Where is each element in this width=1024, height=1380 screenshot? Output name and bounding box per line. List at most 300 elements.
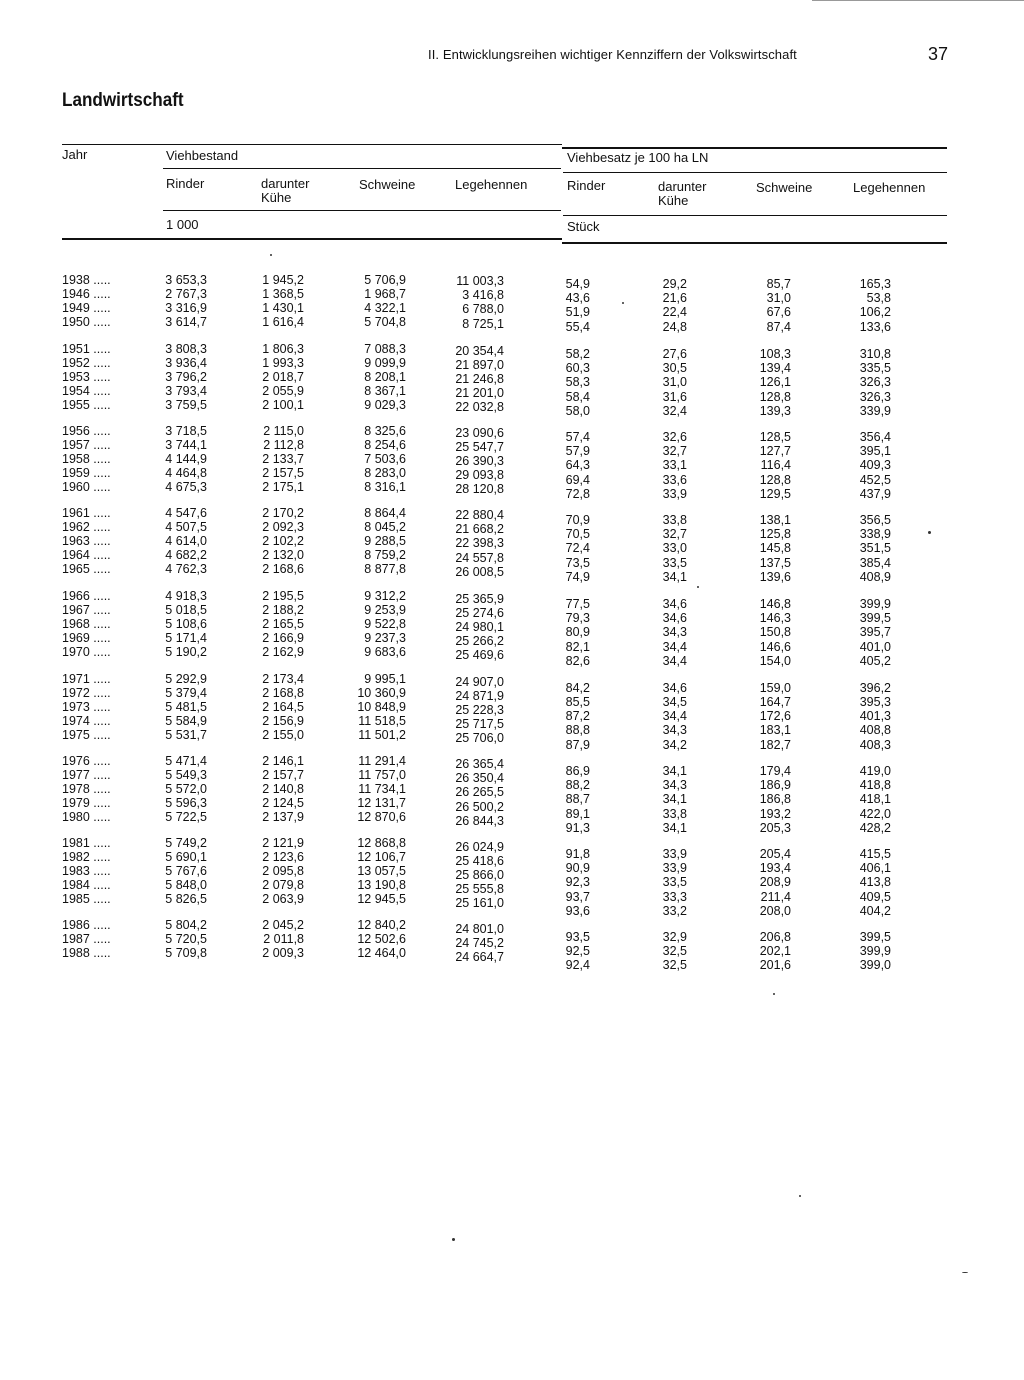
table-cell: 415,5 [859, 847, 891, 861]
table-cell: 125,8 [759, 527, 791, 541]
table-cell: 27,6 [662, 347, 687, 361]
table-cell: 2 045,2 [262, 918, 304, 932]
table-cell: 5 749,2 [165, 836, 207, 850]
table-cell: 58,4 [565, 390, 590, 404]
table-cell: 34,5 [662, 695, 687, 709]
table-cell: 5 706,9 [364, 273, 406, 287]
table-cell: 22 032,8 [455, 400, 504, 414]
table-cell: 22 398,3 [455, 536, 504, 550]
table-cell: 93,6 [565, 904, 590, 918]
table-cell: 186,9 [759, 778, 791, 792]
row-year: 1946 ..... [62, 287, 111, 301]
table-cell: 133,6 [859, 320, 891, 334]
table-cell: 5 108,6 [165, 617, 207, 631]
table-cell: 32,5 [662, 958, 687, 972]
row-year: 1981 ..... [62, 836, 111, 850]
table-cell: 193,2 [759, 807, 791, 821]
table-cell: 2 079,8 [262, 878, 304, 892]
running-head: II. Entwicklungsreihen wichtiger Kennziffern der Volkswirtschaft [428, 47, 797, 62]
table-cell: 2 156,9 [262, 714, 304, 728]
table-cell: 79,3 [565, 611, 590, 625]
table-cell: 24 664,7 [455, 950, 504, 964]
table-cell: 12 464,0 [357, 946, 406, 960]
table-cell: 154,0 [759, 654, 791, 668]
table-cell: 3 793,4 [165, 384, 207, 398]
table-cell: 5 584,9 [165, 714, 207, 728]
row-year: 1986 ..... [62, 918, 111, 932]
table-cell: 33,5 [662, 556, 687, 570]
table-cell: 339,9 [859, 404, 891, 418]
table-cell: 85,7 [766, 277, 791, 291]
table-cell: 9 995,1 [364, 672, 406, 686]
table-cell: 5 531,7 [165, 728, 207, 742]
table-cell: 5 722,5 [165, 810, 207, 824]
table-cell: 356,4 [859, 430, 891, 444]
table-cell: 24,8 [662, 320, 687, 334]
header-group-rule-right [563, 172, 947, 173]
table-cell: 2 137,9 [262, 810, 304, 824]
table-cell: 146,8 [759, 597, 791, 611]
table-cell: 29,2 [662, 277, 687, 291]
table-cell: 31,6 [662, 390, 687, 404]
table-cell: 165,3 [859, 277, 891, 291]
table-cell: 60,3 [565, 361, 590, 375]
table-cell: 73,5 [565, 556, 590, 570]
table-cell: 2 123,6 [262, 850, 304, 864]
row-year: 1966 ..... [62, 589, 111, 603]
row-year: 1938 ..... [62, 273, 111, 287]
table-cell: 418,1 [859, 792, 891, 806]
table-cell: 9 312,2 [364, 589, 406, 603]
table-cell: 8 283,0 [364, 466, 406, 480]
table-cell: 54,9 [565, 277, 590, 291]
header-unit-right: Stück [567, 219, 600, 234]
table-cell: 91,3 [565, 821, 590, 835]
table-cell: 139,3 [759, 404, 791, 418]
table-cell: 399,0 [859, 958, 891, 972]
table-cell: 4 682,2 [165, 548, 207, 562]
table-cell: 31,0 [766, 291, 791, 305]
table-cell: 139,6 [759, 570, 791, 584]
table-cell: 12 131,7 [357, 796, 406, 810]
table-cell: 11 518,5 [358, 714, 406, 728]
table-cell: 2 115,0 [263, 424, 304, 438]
table-cell: 2 140,8 [262, 782, 304, 796]
table-cell: 24 871,9 [455, 689, 504, 703]
table-cell: 128,5 [759, 430, 791, 444]
table-cell: 338,9 [859, 527, 891, 541]
table-cell: 4 675,3 [165, 480, 207, 494]
table-cell: 2 112,8 [263, 438, 304, 452]
table-cell: 5 709,8 [165, 946, 207, 960]
table-cell: 21 246,8 [455, 372, 504, 386]
table-cell: 88,2 [565, 778, 590, 792]
table-cell: 179,4 [759, 764, 791, 778]
header-top-rule-right [562, 147, 947, 149]
table-cell: 5 690,1 [165, 850, 207, 864]
table-cell: 33,5 [662, 875, 687, 889]
table-cell: 116,4 [760, 458, 791, 472]
row-year: 1955 ..... [62, 398, 111, 412]
row-year: 1987 ..... [62, 932, 111, 946]
row-year: 1982 ..... [62, 850, 111, 864]
table-cell: 452,5 [859, 473, 891, 487]
table-cell: 5 018,5 [165, 603, 207, 617]
table-cell: 33,0 [662, 541, 687, 555]
table-cell: 5 292,9 [165, 672, 207, 686]
header-darunter-right: darunter [658, 179, 707, 194]
table-cell: 139,4 [759, 361, 791, 375]
table-cell: 26 008,5 [455, 565, 504, 579]
table-cell: 146,6 [759, 640, 791, 654]
table-cell: 2 124,5 [262, 796, 304, 810]
table-cell: 43,6 [565, 291, 590, 305]
row-year: 1956 ..... [62, 424, 111, 438]
table-cell: 8 367,1 [364, 384, 406, 398]
table-cell: 202,1 [759, 944, 791, 958]
row-year: 1972 ..... [62, 686, 111, 700]
table-cell: 4 762,3 [165, 562, 207, 576]
table-cell: 419,0 [859, 764, 891, 778]
row-year: 1957 ..... [62, 438, 111, 452]
table-cell: 34,3 [662, 625, 687, 639]
table-cell: 193,4 [759, 861, 791, 875]
table-cell: 205,4 [759, 847, 791, 861]
table-cell: 26 265,5 [455, 785, 504, 799]
table-cell: 208,9 [759, 875, 791, 889]
table-cell: 422,0 [859, 807, 891, 821]
table-cell: 33,9 [662, 487, 687, 501]
table-cell: 408,9 [859, 570, 891, 584]
table-cell: 2 146,1 [262, 754, 304, 768]
table-cell: 9 288,5 [364, 534, 406, 548]
header-schweine-left: Schweine [359, 177, 416, 192]
table-cell: 53,8 [866, 291, 891, 305]
row-year: 1976 ..... [62, 754, 111, 768]
table-cell: 67,6 [766, 305, 791, 319]
table-cell: 150,8 [759, 625, 791, 639]
table-cell: 26 365,4 [455, 757, 504, 771]
table-cell: 93,7 [565, 890, 590, 904]
table-cell: 1 993,3 [262, 356, 304, 370]
table-cell: 2 166,9 [262, 631, 304, 645]
row-year: 1964 ..... [62, 548, 111, 562]
table-cell: 34,3 [662, 723, 687, 737]
table-cell: 80,9 [565, 625, 590, 639]
table-cell: 77,5 [565, 597, 590, 611]
table-cell: 92,5 [565, 944, 590, 958]
table-cell: 406,1 [859, 861, 891, 875]
table-cell: 1 806,3 [262, 342, 304, 356]
table-cell: 12 502,6 [357, 932, 406, 946]
row-year: 1988 ..... [62, 946, 111, 960]
table-cell: 5 720,5 [165, 932, 207, 946]
header-jahr: Jahr [62, 147, 88, 162]
table-cell: 22 880,4 [455, 508, 504, 522]
table-cell: 72,4 [565, 541, 590, 555]
table-cell: 34,1 [662, 570, 687, 584]
table-cell: 23 090,6 [455, 426, 504, 440]
table-cell: 25 469,6 [455, 648, 504, 662]
table-cell: 356,5 [859, 513, 891, 527]
table-cell: 21 897,0 [455, 358, 504, 372]
table-cell: 437,9 [859, 487, 891, 501]
header-viehbesatz: Viehbesatz je 100 ha LN [567, 150, 709, 165]
table-cell: 32,5 [662, 944, 687, 958]
table-cell: 26 500,2 [455, 800, 504, 814]
row-year: 1970 ..... [62, 645, 111, 659]
table-cell: 409,3 [859, 458, 891, 472]
table-cell: 32,9 [662, 930, 687, 944]
table-cell: 33,8 [662, 807, 687, 821]
table-cell: 2 173,4 [262, 672, 304, 686]
table-cell: 24 557,8 [455, 551, 504, 565]
table-cell: 2 155,0 [262, 728, 304, 742]
table-cell: 2 102,2 [262, 534, 304, 548]
table-cell: 2 063,9 [262, 892, 304, 906]
table-cell: 2 095,8 [262, 864, 304, 878]
table-cell: 106,2 [859, 305, 891, 319]
row-year: 1958 ..... [62, 452, 111, 466]
table-cell: 9 683,6 [364, 645, 406, 659]
row-year: 1954 ..... [62, 384, 111, 398]
table-cell: 34,1 [662, 821, 687, 835]
table-cell: 26 390,3 [455, 454, 504, 468]
table-cell: 3 653,3 [165, 273, 207, 287]
table-cell: 1 945,2 [262, 273, 304, 287]
table-cell: 51,9 [565, 305, 590, 319]
row-year: 1961 ..... [62, 506, 111, 520]
table-cell: 5 171,4 [165, 631, 207, 645]
table-cell: 34,6 [662, 597, 687, 611]
table-cell: 146,3 [759, 611, 791, 625]
table-cell: 24 907,0 [455, 675, 504, 689]
header-schweine-right: Schweine [756, 180, 813, 195]
table-cell: 3 808,3 [165, 342, 207, 356]
row-year: 1979 ..... [62, 796, 111, 810]
table-cell: 399,9 [859, 944, 891, 958]
table-cell: 208,0 [759, 904, 791, 918]
row-year: 1985 ..... [62, 892, 111, 906]
table-cell: 89,1 [565, 807, 590, 821]
table-cell: 5 767,6 [165, 864, 207, 878]
table-cell: 26 350,4 [455, 771, 504, 785]
table-cell: 25 228,3 [455, 703, 504, 717]
table-cell: 33,9 [662, 861, 687, 875]
table-cell: 21,6 [662, 291, 687, 305]
table-cell: 4 507,5 [165, 520, 207, 534]
row-year: 1951 ..... [62, 342, 111, 356]
table-cell: 12 870,6 [357, 810, 406, 824]
table-cell: 7 088,3 [364, 342, 406, 356]
table-cell: 205,3 [759, 821, 791, 835]
row-year: 1978 ..... [62, 782, 111, 796]
table-cell: 8 759,2 [364, 548, 406, 562]
table-cell: 395,3 [859, 695, 891, 709]
table-cell: 2 175,1 [262, 480, 304, 494]
table-cell: 85,5 [565, 695, 590, 709]
table-cell: 64,3 [565, 458, 590, 472]
top-edge-rule [812, 0, 1024, 1]
table-cell: 385,4 [859, 556, 891, 570]
table-cell: 20 354,4 [455, 344, 504, 358]
table-cell: 1 968,7 [364, 287, 406, 301]
table-cell: 408,3 [859, 738, 891, 752]
table-cell: 9 099,9 [364, 356, 406, 370]
table-cell: 32,4 [662, 404, 687, 418]
table-cell: 55,4 [565, 320, 590, 334]
table-cell: 25 266,2 [455, 634, 504, 648]
table-cell: 13 057,5 [357, 864, 406, 878]
table-cell: 2 132,0 [262, 548, 304, 562]
row-year: 1968 ..... [62, 617, 111, 631]
header-rinder-right: Rinder [567, 178, 606, 193]
table-cell: 25 866,0 [455, 868, 504, 882]
table-cell: 24 745,2 [455, 936, 504, 950]
row-year: 1962 ..... [62, 520, 111, 534]
table-cell: 428,2 [859, 821, 891, 835]
table-cell: 2 055,9 [262, 384, 304, 398]
table-cell: 25 706,0 [455, 731, 504, 745]
scan-speck [962, 1272, 968, 1273]
table-cell: 8 254,6 [364, 438, 406, 452]
table-cell: 182,7 [759, 738, 791, 752]
row-year: 1974 ..... [62, 714, 111, 728]
table-cell: 5 572,0 [165, 782, 207, 796]
table-cell: 4 614,0 [165, 534, 207, 548]
table-cell: 34,4 [662, 654, 687, 668]
table-cell: 25 161,0 [455, 896, 504, 910]
table-cell: 326,3 [859, 375, 891, 389]
table-cell: 33,2 [662, 904, 687, 918]
table-cell: 70,5 [565, 527, 590, 541]
table-cell: 5 704,8 [364, 315, 406, 329]
table-cell: 5 826,5 [165, 892, 207, 906]
table-cell: 57,4 [565, 430, 590, 444]
table-cell: 2 170,2 [262, 506, 304, 520]
table-cell: 396,2 [859, 681, 891, 695]
table-cell: 26 844,3 [455, 814, 504, 828]
table-cell: 34,1 [662, 764, 687, 778]
table-cell: 90,9 [565, 861, 590, 875]
row-year: 1950 ..... [62, 315, 111, 329]
table-cell: 93,5 [565, 930, 590, 944]
table-cell: 4 547,6 [165, 506, 207, 520]
table-cell: 129,5 [759, 487, 791, 501]
table-cell: 395,1 [859, 444, 891, 458]
table-cell: 408,8 [859, 723, 891, 737]
page-number: 37 [928, 44, 949, 64]
table-cell: 108,3 [759, 347, 791, 361]
table-cell: 3 796,2 [165, 370, 207, 384]
table-cell: 31,0 [662, 375, 687, 389]
table-cell: 401,0 [859, 640, 891, 654]
table-cell: 2 195,5 [262, 589, 304, 603]
table-cell: 4 464,8 [165, 466, 207, 480]
table-cell: 2 100,1 [262, 398, 304, 412]
table-cell: 2 168,8 [262, 686, 304, 700]
row-year: 1977 ..... [62, 768, 111, 782]
table-cell: 2 009,3 [262, 946, 304, 960]
table-cell: 34,4 [662, 709, 687, 723]
table-cell: 409,5 [859, 890, 891, 904]
table-cell: 3 759,5 [165, 398, 207, 412]
table-cell: 159,0 [759, 681, 791, 695]
row-year: 1971 ..... [62, 672, 111, 686]
header-viehbestand: Viehbestand [166, 148, 239, 163]
table-cell: 405,2 [859, 654, 891, 668]
row-year: 1973 ..... [62, 700, 111, 714]
table-cell: 57,9 [565, 444, 590, 458]
table-cell: 418,8 [859, 778, 891, 792]
table-cell: 206,8 [759, 930, 791, 944]
table-cell: 9 237,3 [364, 631, 406, 645]
table-cell: 34,1 [662, 792, 687, 806]
table-cell: 12 106,7 [357, 850, 406, 864]
table-cell: 8 325,6 [364, 424, 406, 438]
table-cell: 58,2 [565, 347, 590, 361]
table-cell: 25 274,6 [455, 606, 504, 620]
row-year: 1965 ..... [62, 562, 111, 576]
table-cell: 8 316,1 [364, 480, 406, 494]
table-cell: 399,5 [859, 611, 891, 625]
header-darunter-left: darunter [261, 176, 310, 191]
table-cell: 127,7 [759, 444, 791, 458]
table-cell: 87,2 [565, 709, 590, 723]
table-cell: 82,6 [565, 654, 590, 668]
table-cell: 2 767,3 [165, 287, 207, 301]
table-cell: 33,8 [662, 513, 687, 527]
table-cell: 5 379,4 [165, 686, 207, 700]
table-cell: 164,7 [759, 695, 791, 709]
table-cell: 8 208,1 [364, 370, 406, 384]
table-cell: 351,5 [859, 541, 891, 555]
table-cell: 201,6 [759, 958, 791, 972]
table-cell: 21 201,0 [455, 386, 504, 400]
table-cell: 24 980,1 [455, 620, 504, 634]
scan-speck [697, 586, 699, 588]
page-title: Landwirtschaft [62, 90, 184, 111]
table-cell: 5 481,5 [165, 700, 207, 714]
table-cell: 9 029,3 [364, 398, 406, 412]
table-cell: 34,2 [662, 738, 687, 752]
table-cell: 399,9 [859, 597, 891, 611]
table-cell: 84,2 [565, 681, 590, 695]
row-year: 1983 ..... [62, 864, 111, 878]
table-cell: 13 190,8 [357, 878, 406, 892]
table-cell: 5 190,2 [165, 645, 207, 659]
table-cell: 74,9 [565, 570, 590, 584]
header-legehennen-left: Legehennen [455, 177, 528, 192]
table-cell: 3 718,5 [165, 424, 207, 438]
table-cell: 335,5 [859, 361, 891, 375]
table-cell: 33,6 [662, 473, 687, 487]
table-cell: 28 120,8 [455, 482, 504, 496]
table-cell: 128,8 [759, 473, 791, 487]
header-unit-left: 1 000 [166, 217, 199, 232]
table-cell: 33,9 [662, 847, 687, 861]
table-cell: 2 164,5 [262, 700, 304, 714]
table-cell: 1 368,5 [262, 287, 304, 301]
row-year: 1963 ..... [62, 534, 111, 548]
table-cell: 211,4 [760, 890, 791, 904]
table-cell: 26 024,9 [455, 840, 504, 854]
header-unit-rule-right [563, 215, 947, 216]
table-cell: 126,1 [759, 375, 791, 389]
row-year: 1949 ..... [62, 301, 111, 315]
table-cell: 128,8 [759, 390, 791, 404]
table-cell: 86,9 [565, 764, 590, 778]
